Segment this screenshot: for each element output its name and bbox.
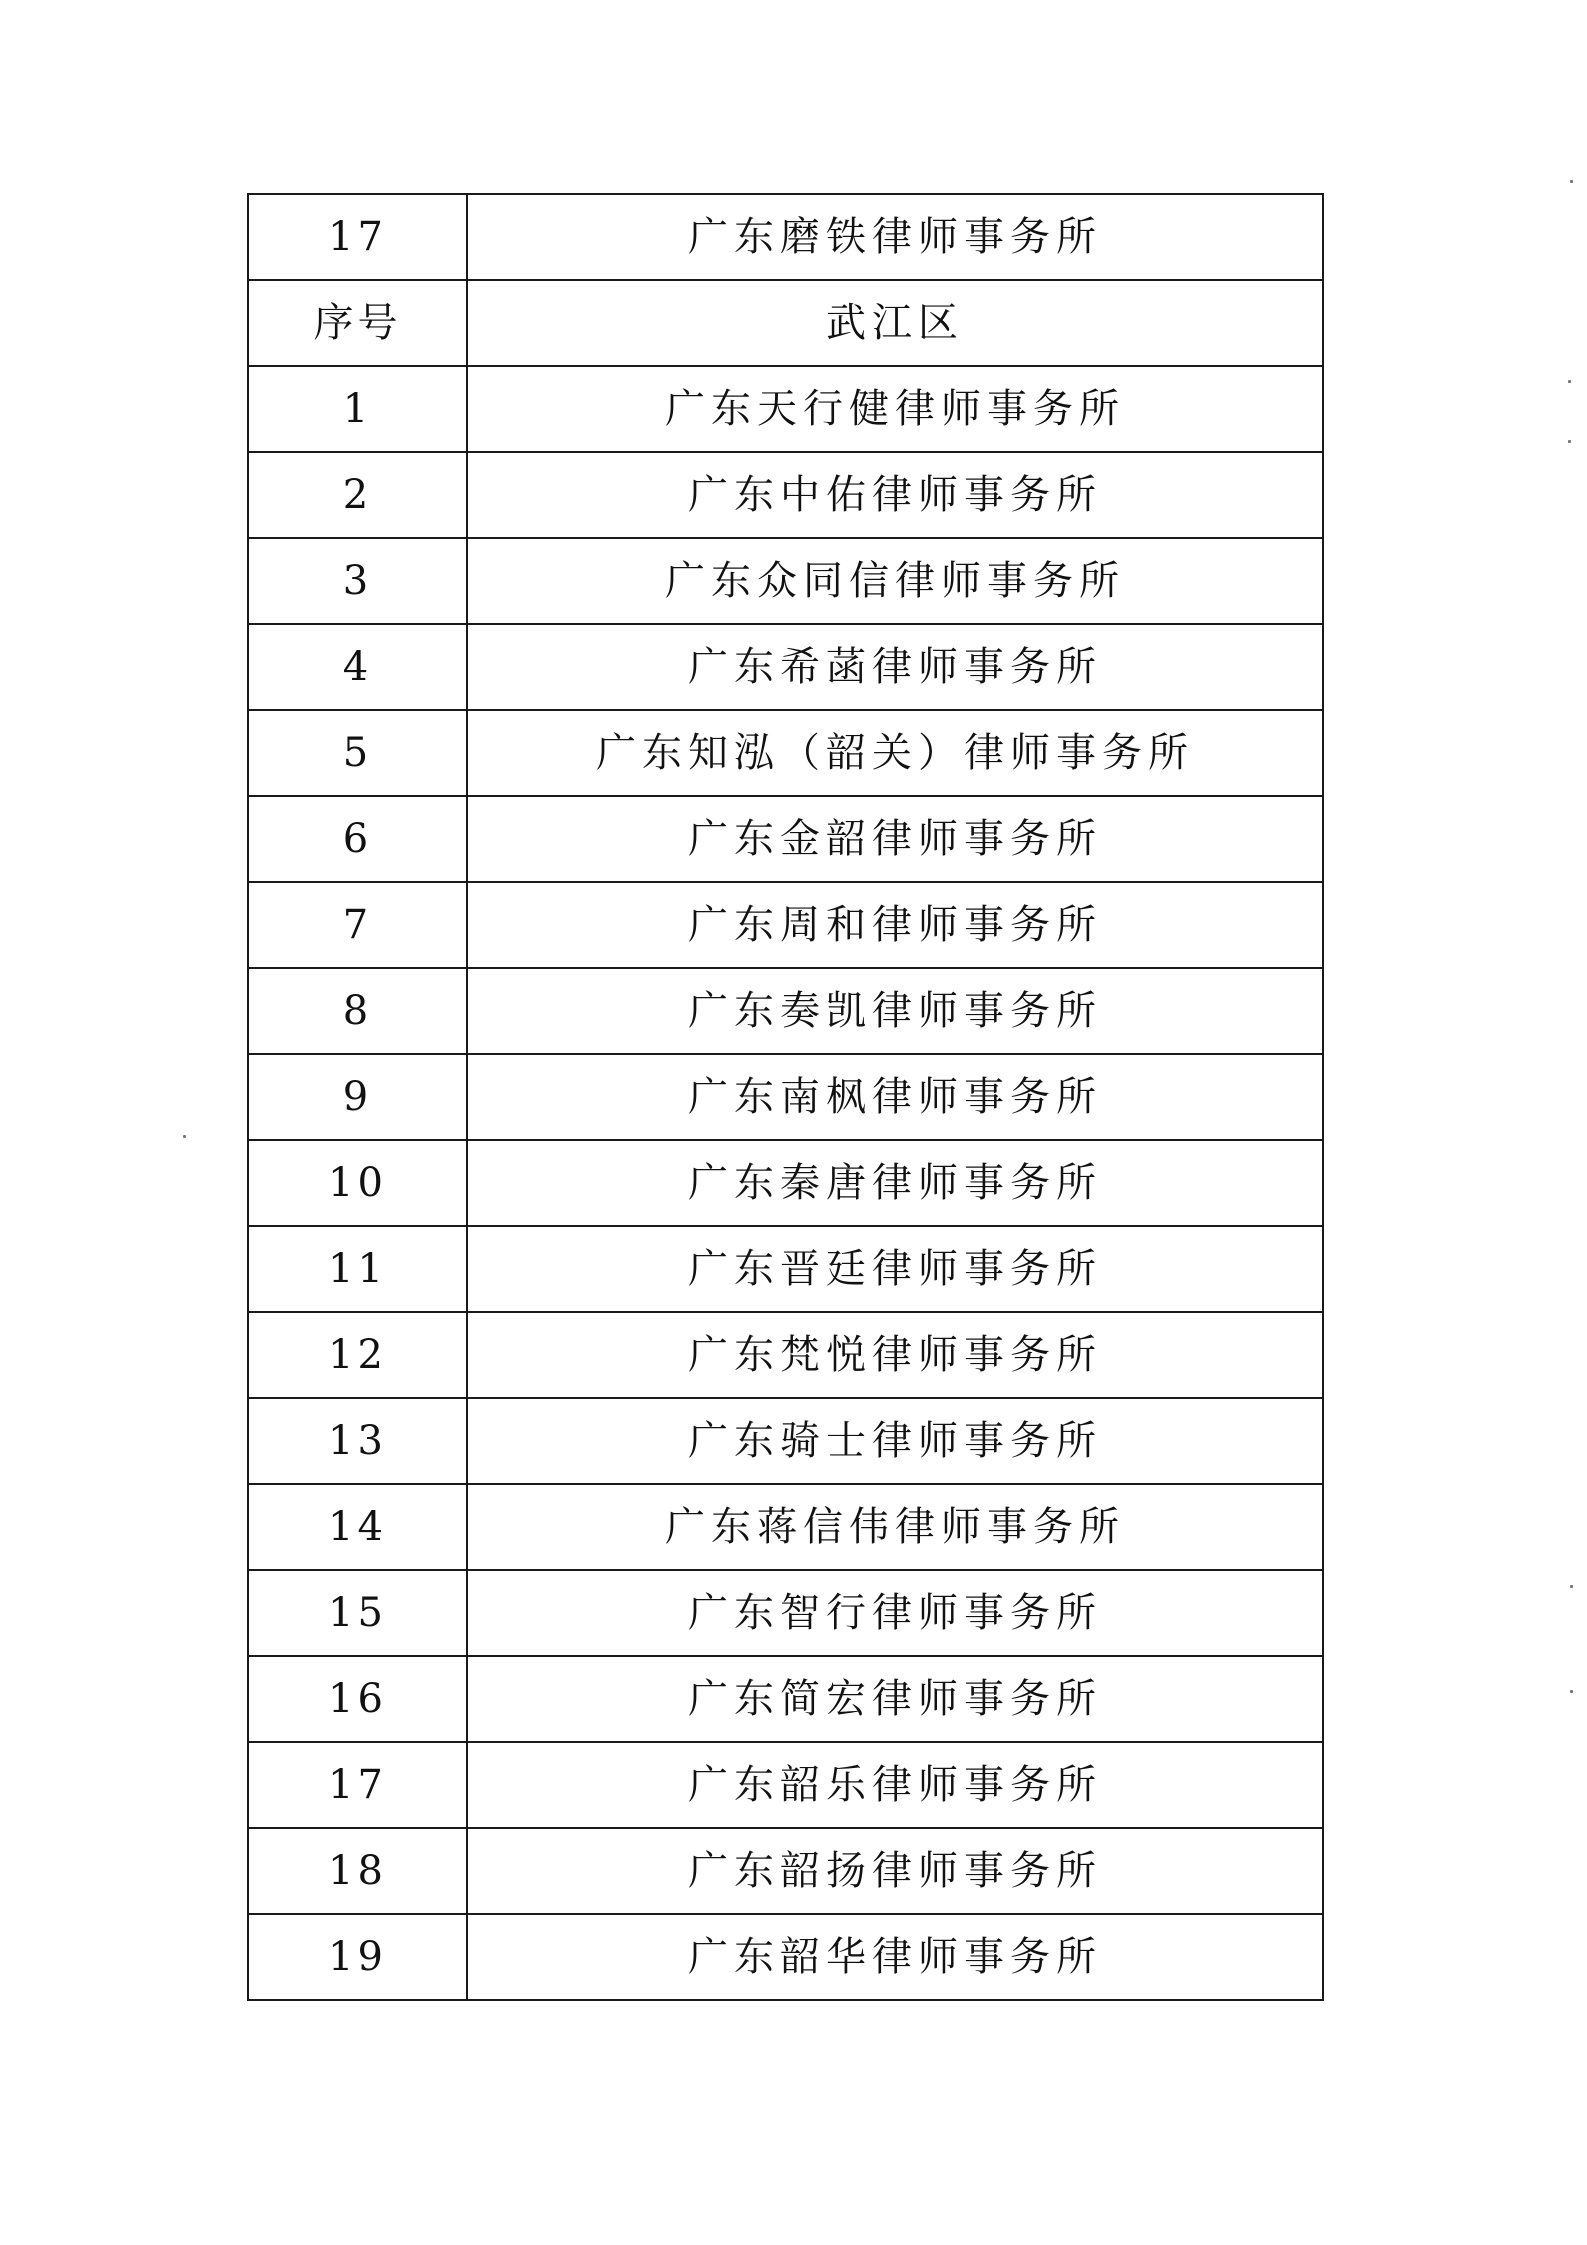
- scan-speck: [1570, 1585, 1573, 1588]
- firm-name: 广东周和律师事务所: [467, 882, 1323, 968]
- row-number: 9: [248, 1054, 467, 1140]
- row-number: 4: [248, 624, 467, 710]
- scan-speck: [1570, 1690, 1573, 1693]
- firm-name: 广东金韶律师事务所: [467, 796, 1323, 882]
- table-row: [248, 1570, 1323, 1656]
- table-row: [248, 538, 1323, 624]
- firm-name: 广东韶乐律师事务所: [467, 1742, 1323, 1828]
- row-number: 18: [248, 1828, 467, 1914]
- table-row: [248, 1226, 1323, 1312]
- table-row: [248, 452, 1323, 538]
- table-row: [248, 1484, 1323, 1570]
- row-number: 10: [248, 1140, 467, 1226]
- firm-name: 广东众同信律师事务所: [467, 538, 1323, 624]
- law-firm-table: [247, 193, 1324, 2001]
- row-number: 6: [248, 796, 467, 882]
- firm-name: 广东南枫律师事务所: [467, 1054, 1323, 1140]
- row-number: 14: [248, 1484, 467, 1570]
- firm-name: 广东秦唐律师事务所: [467, 1140, 1323, 1226]
- row-number: 2: [248, 452, 467, 538]
- row-number: 5: [248, 710, 467, 796]
- table-row: [248, 624, 1323, 710]
- scan-speck: [1568, 380, 1571, 383]
- row-number: 12: [248, 1312, 467, 1398]
- row-number: 16: [248, 1656, 467, 1742]
- firm-name: 广东梵悦律师事务所: [467, 1312, 1323, 1398]
- row-number: 3: [248, 538, 467, 624]
- table-row: [248, 882, 1323, 968]
- firm-name: 广东韶华律师事务所: [467, 1914, 1323, 2000]
- firm-name: 广东韶扬律师事务所: [467, 1828, 1323, 1914]
- header-district: 武江区: [467, 280, 1323, 366]
- firm-name: 广东奏凯律师事务所: [467, 968, 1323, 1054]
- table-row: [248, 1742, 1323, 1828]
- header-serial: 序号: [248, 280, 467, 366]
- scan-speck: [1568, 440, 1571, 443]
- law-firm-table-body: [248, 194, 1323, 2000]
- table-row: [248, 710, 1323, 796]
- table-row: [248, 1312, 1323, 1398]
- table-row: [248, 1398, 1323, 1484]
- row-number: 15: [248, 1570, 467, 1656]
- row-number: 11: [248, 1226, 467, 1312]
- scan-speck: [1570, 180, 1573, 183]
- firm-name: 广东中佑律师事务所: [467, 452, 1323, 538]
- firm-name: 广东骑士律师事务所: [467, 1398, 1323, 1484]
- row-number: 8: [248, 968, 467, 1054]
- firm-name: 广东希菡律师事务所: [467, 624, 1323, 710]
- firm-name: 广东简宏律师事务所: [467, 1656, 1323, 1742]
- table-row: [248, 1914, 1323, 2000]
- firm-name: 广东智行律师事务所: [467, 1570, 1323, 1656]
- table-header-row: [248, 280, 1323, 366]
- row-number: 13: [248, 1398, 467, 1484]
- table-row: [248, 194, 1323, 280]
- table-row: [248, 1828, 1323, 1914]
- table-row: [248, 968, 1323, 1054]
- firm-name: 广东知泓（韶关）律师事务所: [467, 710, 1323, 796]
- firm-name: 广东天行健律师事务所: [467, 366, 1323, 452]
- firm-name: 广东晋廷律师事务所: [467, 1226, 1323, 1312]
- scan-speck: [183, 1135, 186, 1138]
- table-row: [248, 1054, 1323, 1140]
- row-number: 7: [248, 882, 467, 968]
- table-row: [248, 1140, 1323, 1226]
- table-row: [248, 796, 1323, 882]
- table-row: [248, 366, 1323, 452]
- firm-name: 广东磨铁律师事务所: [467, 194, 1323, 280]
- row-number: 17: [248, 194, 467, 280]
- row-number: 1: [248, 366, 467, 452]
- table-row: [248, 1656, 1323, 1742]
- row-number: 19: [248, 1914, 467, 2000]
- row-number: 17: [248, 1742, 467, 1828]
- firm-name: 广东蒋信伟律师事务所: [467, 1484, 1323, 1570]
